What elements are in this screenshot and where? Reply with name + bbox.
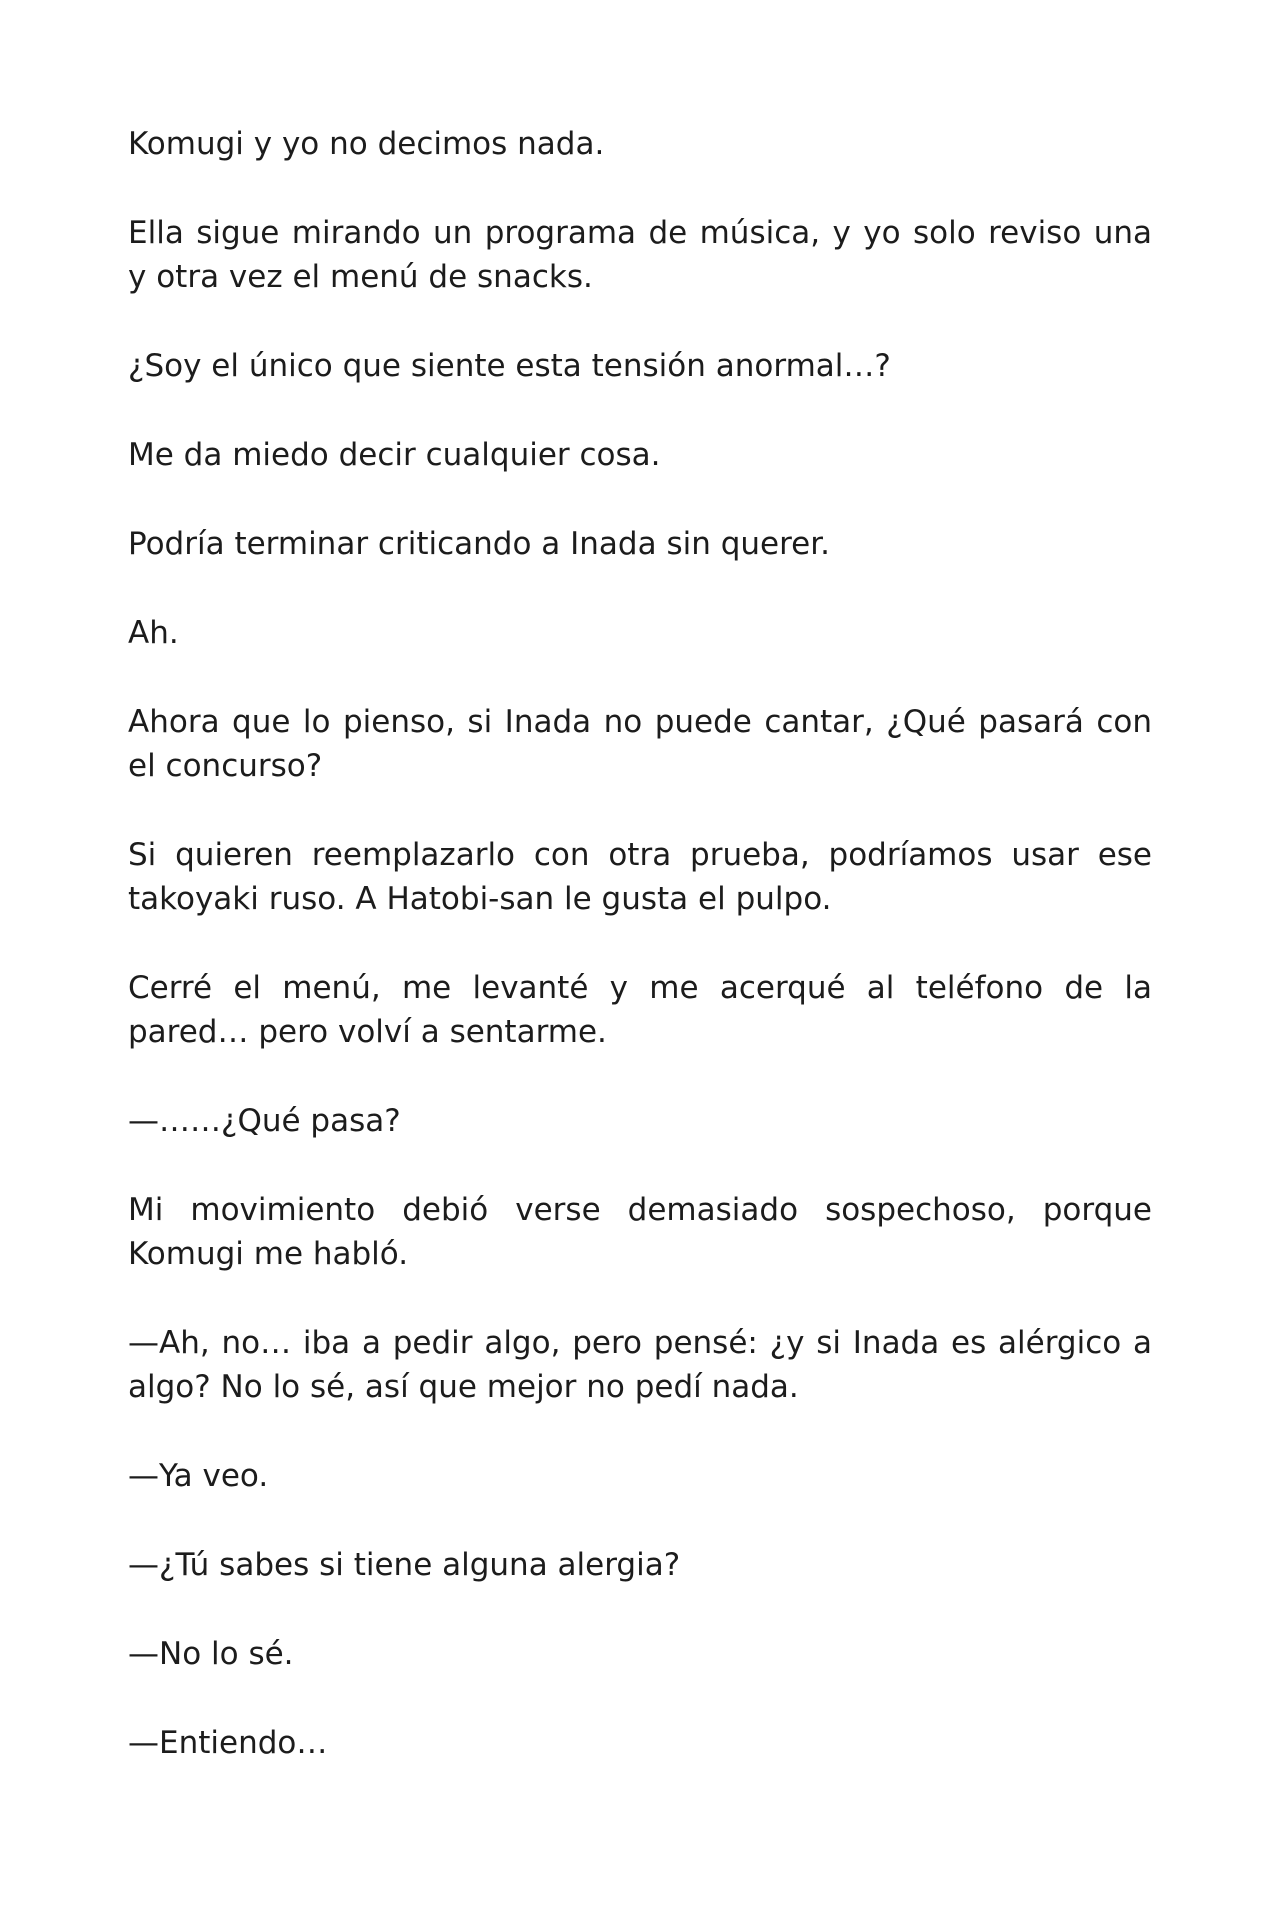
paragraph: Komugi y yo no decimos nada. xyxy=(128,126,605,162)
dialogue-line: —No lo sé. xyxy=(128,1636,294,1672)
paragraph: Mi movimiento debió verse demasiado sospechoso, porque Komugi me habló. xyxy=(128,1192,1152,1272)
dialogue-line: —Ah, no… iba a pedir algo, pero pensé: ¿y si Inada es alérgico a algo? No lo sé, así que mejor no pedí nada. xyxy=(128,1325,1152,1405)
document-body xyxy=(128,122,1152,1810)
paragraph: Ahora que lo pienso, si Inada no puede cantar, ¿Qué pasará con el concurso? xyxy=(128,704,1152,784)
paragraph: Podría terminar criticando a Inada sin querer. xyxy=(128,526,830,562)
paragraph: Ella sigue mirando un programa de música, y yo solo reviso una y otra vez el menú de snacks. xyxy=(128,215,1152,295)
dialogue-line: —Entiendo… xyxy=(128,1725,328,1761)
paragraph: Me da miedo decir cualquier cosa. xyxy=(128,437,661,473)
dialogue-line: —Ya veo. xyxy=(128,1458,269,1494)
dialogue-line: —¿Tú sabes si tiene alguna alergia? xyxy=(128,1547,681,1583)
paragraph: Si quieren reemplazarlo con otra prueba, podríamos usar ese takoyaki ruso. A Hatobi-san le gusta el pulpo. xyxy=(128,837,1152,917)
dialogue-line: —……¿Qué pasa? xyxy=(128,1103,401,1139)
paragraph: Cerré el menú, me levanté y me acerqué al teléfono de la pared… pero volví a sentarme. xyxy=(128,970,1152,1050)
paragraph: ¿Soy el único que siente esta tensión anormal…? xyxy=(128,348,891,384)
paragraph: Ah. xyxy=(128,615,179,651)
